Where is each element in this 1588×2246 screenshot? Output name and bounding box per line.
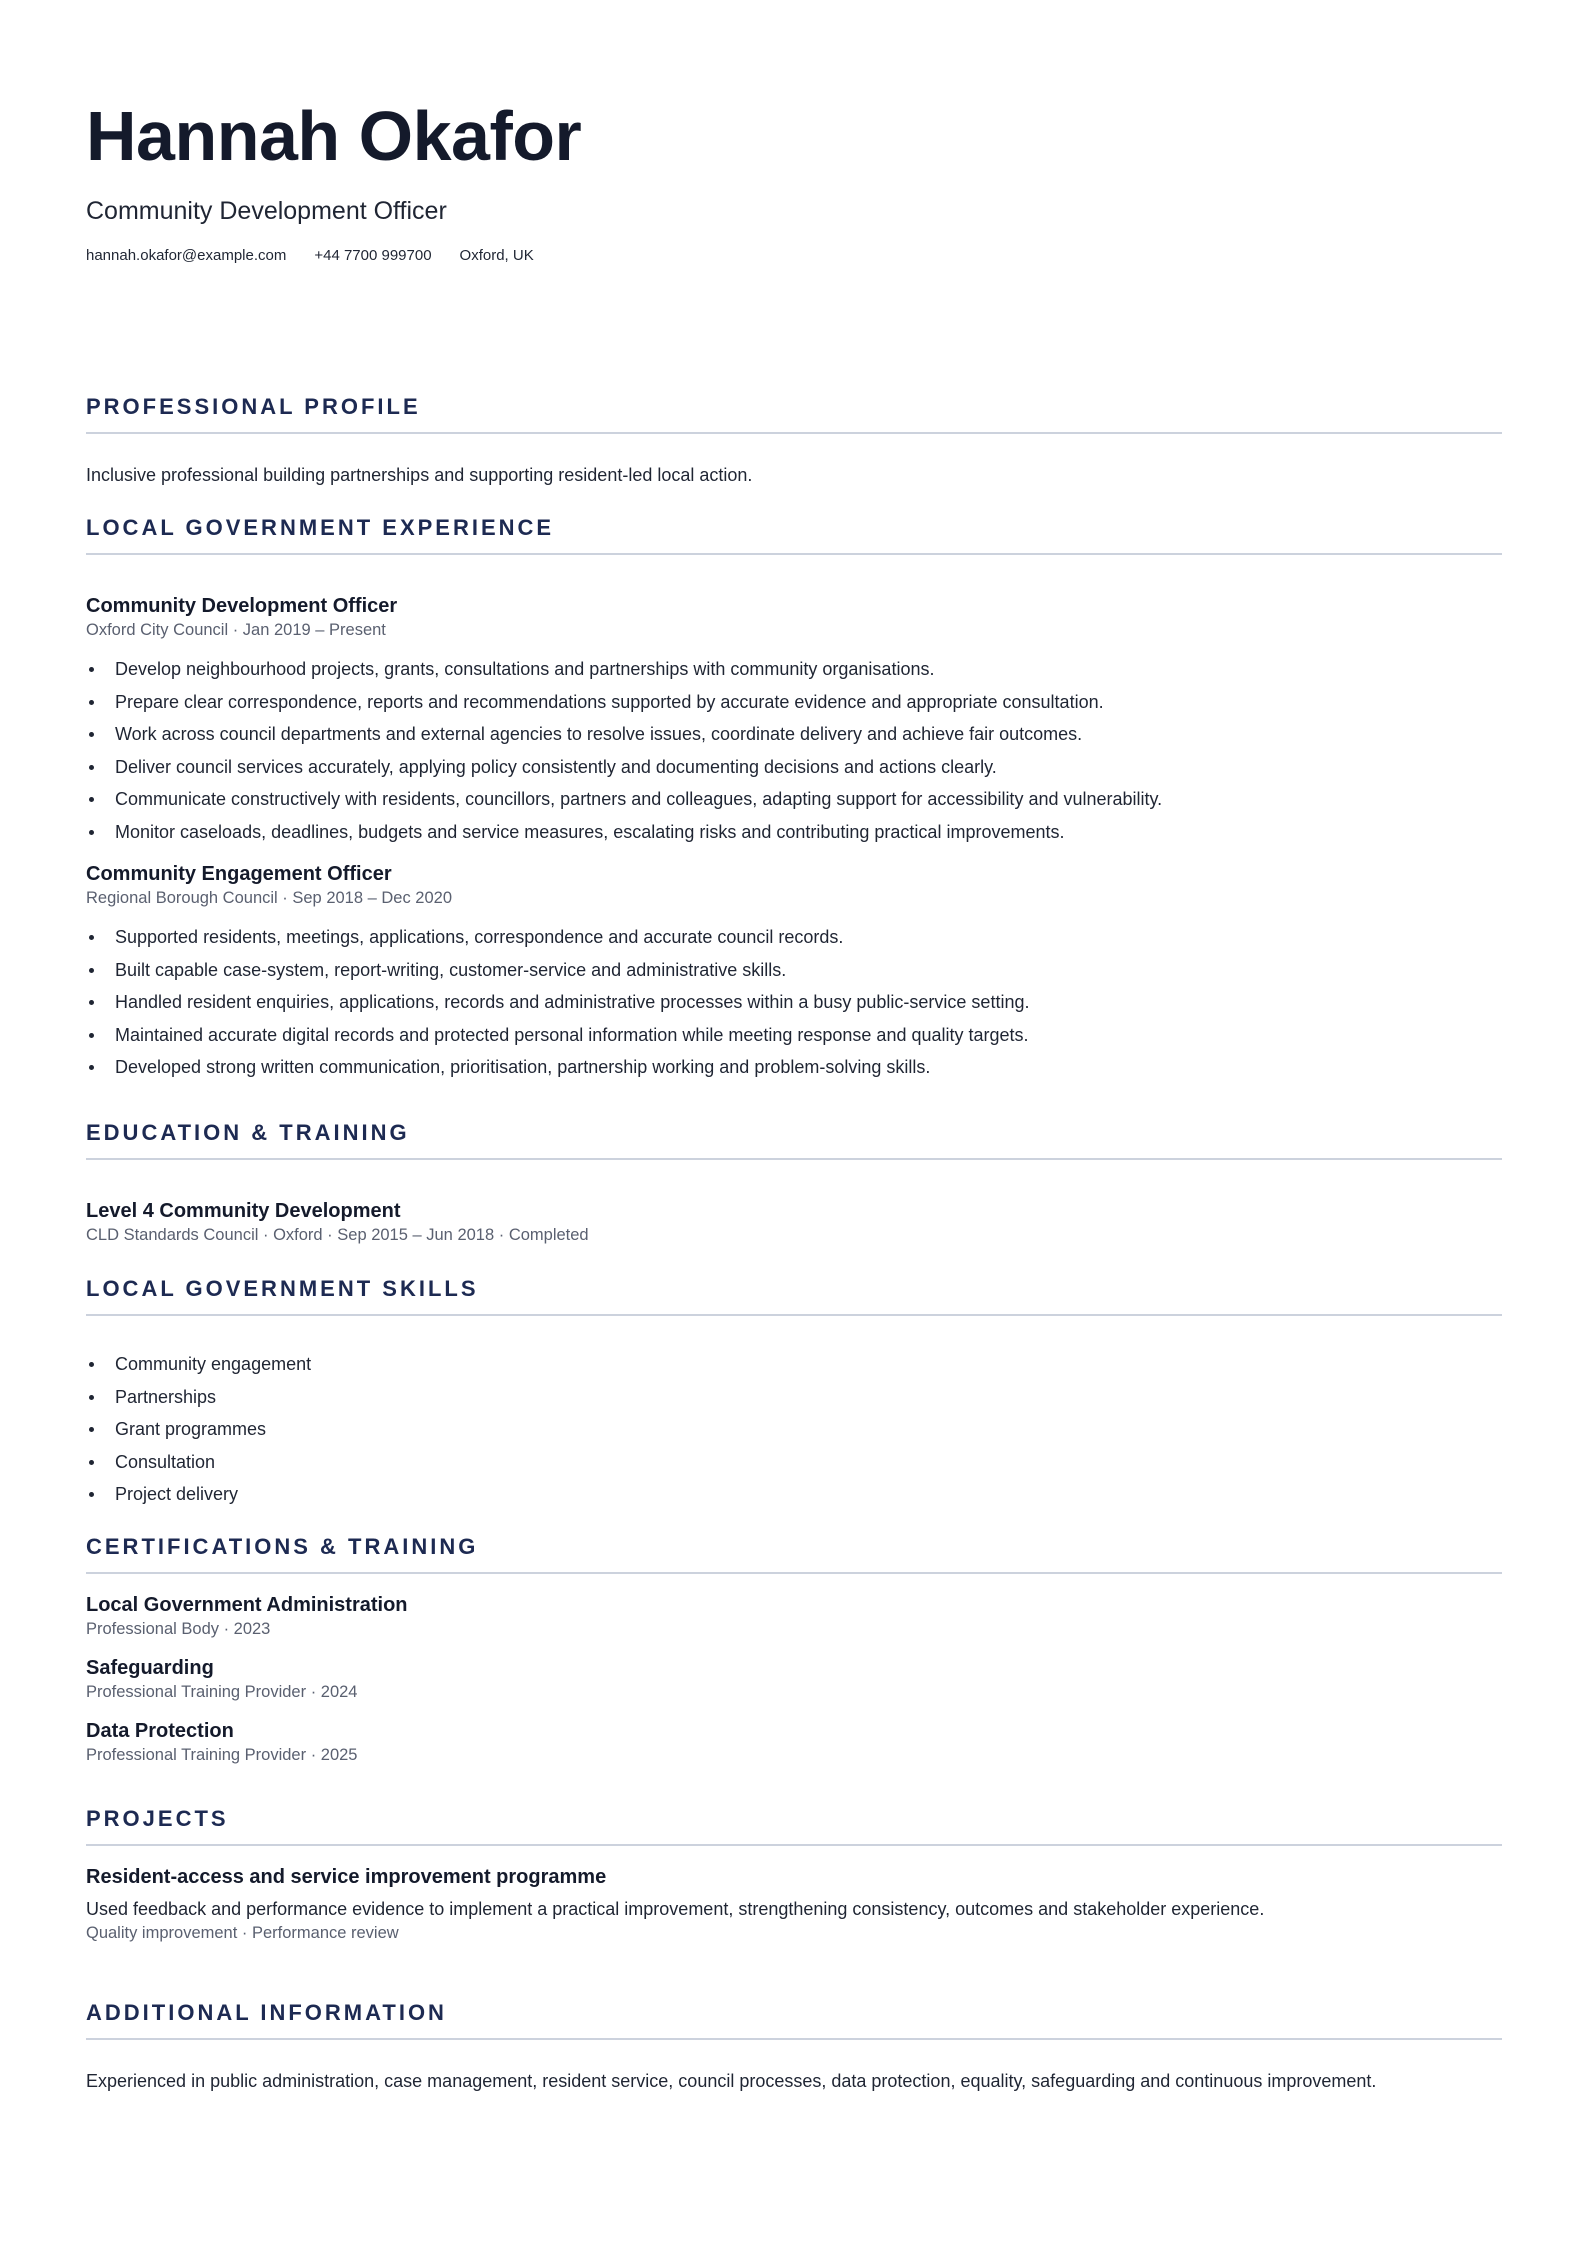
section-heading-skills: LOCAL GOVERNMENT SKILLS [86,1276,479,1301]
section-heading-additional: ADDITIONAL INFORMATION [86,2000,447,2025]
section-divider [86,1158,1502,1160]
certification-title: Data Protection [86,1720,234,1742]
certification-entry [86,1718,1502,1766]
contact-location: Oxford, UK [459,247,534,264]
job-title: Community Engagement Officer [86,863,392,885]
section-heading-experience: LOCAL GOVERNMENT EXPERIENCE [86,515,555,540]
section-skills [86,1274,1502,1511]
section-heading-projects: PROJECTS [86,1806,229,1831]
certification-title: Local Government Administration [86,1594,408,1616]
contact-email: hannah.okafor@example.com [86,247,287,264]
section-divider [86,2038,1502,2040]
job-entry [86,593,1502,848]
job-bullets [86,653,1502,848]
list-item: Grant programmes [115,1413,1502,1446]
section-divider [86,553,1502,555]
list-item: Handled resident enquiries, applications, records and administrative processes within a busy public-service setting. [115,986,1502,1019]
job-meta: Regional Borough Council · Sep 2018 – Dec 2020 [86,889,452,907]
section-education [86,1118,1502,1246]
section-divider [86,1572,1502,1574]
list-item: Communicate constructively with residents, councillors, partners and colleagues, adapting support for accessibility and vulnerability. [115,783,1502,816]
candidate-name: Hannah Okafor [86,97,582,175]
certification-meta: Professional Body · 2023 [86,1620,271,1638]
section-heading-certifications: CERTIFICATIONS & TRAINING [86,1534,479,1559]
resume-header [86,92,1502,266]
section-divider [86,432,1502,434]
certification-entry [86,1592,1502,1640]
project-title: Resident-access and service improvement programme [86,1866,607,1888]
list-item: Maintained accurate digital records and protected personal information while meeting response and quality targets. [115,1019,1502,1052]
contact-phone: +44 7700 999700 [314,247,432,264]
job-title: Community Development Officer [86,595,398,617]
section-certifications [86,1532,1502,1766]
job-meta: Oxford City Council · Jan 2019 – Present [86,621,386,639]
project-description: Used feedback and performance evidence to implement a practical improvement, strengthening consistency, outcomes and stakeholder experience. [86,1899,1265,1919]
job-entry [86,861,1502,1084]
list-item: Develop neighbourhood projects, grants, consultations and partnerships with community organisations. [115,653,1502,686]
section-heading-education: EDUCATION & TRAINING [86,1120,410,1145]
project-entry [86,1864,1502,1944]
section-divider [86,1314,1502,1316]
section-additional [86,1998,1502,2094]
education-meta: CLD Standards Council · Oxford · Sep 2015 – Jun 2018 · Completed [86,1226,589,1244]
list-item: Community engagement [115,1348,1502,1381]
section-divider [86,1844,1502,1846]
additional-text: Experienced in public administration, case management, resident service, council processes, data protection, equality, safeguarding and continuous improvement. [86,2071,1377,2091]
certification-title: Safeguarding [86,1657,214,1679]
education-title: Level 4 Community Development [86,1200,401,1222]
profile-text: Inclusive professional building partnerships and supporting resident-led local action. [86,465,753,485]
certification-meta: Professional Training Provider · 2025 [86,1746,358,1764]
section-experience [86,513,1502,1084]
section-heading-profile: PROFESSIONAL PROFILE [86,394,421,419]
list-item: Work across council departments and external agencies to resolve issues, coordinate delivery and achieve fair outcomes. [115,718,1502,751]
list-item: Monitor caseloads, deadlines, budgets and service measures, escalating risks and contributing practical improvements. [115,816,1502,849]
list-item: Consultation [115,1446,1502,1479]
list-item: Partnerships [115,1381,1502,1414]
certification-meta: Professional Training Provider · 2024 [86,1683,358,1701]
candidate-title: Community Development Officer [86,197,447,225]
list-item: Deliver council services accurately, applying policy consistently and documenting decisions and actions clearly. [115,751,1502,784]
list-item: Developed strong written communication, prioritisation, partnership working and problem-solving skills. [115,1051,1502,1084]
contact-line [86,246,1502,266]
section-projects [86,1804,1502,1944]
list-item: Prepare clear correspondence, reports and recommendations supported by accurate evidence and appropriate consultation. [115,686,1502,719]
section-profile [86,392,1502,488]
certification-entry [86,1655,1502,1703]
list-item: Built capable case-system, report-writing, customer-service and administrative skills. [115,954,1502,987]
skills-list [86,1348,1502,1511]
job-bullets [86,921,1502,1084]
education-entry [86,1198,1502,1246]
list-item: Supported residents, meetings, applications, correspondence and accurate council records. [115,921,1502,954]
project-meta: Quality improvement · Performance review [86,1924,399,1942]
list-item: Project delivery [115,1478,1502,1511]
